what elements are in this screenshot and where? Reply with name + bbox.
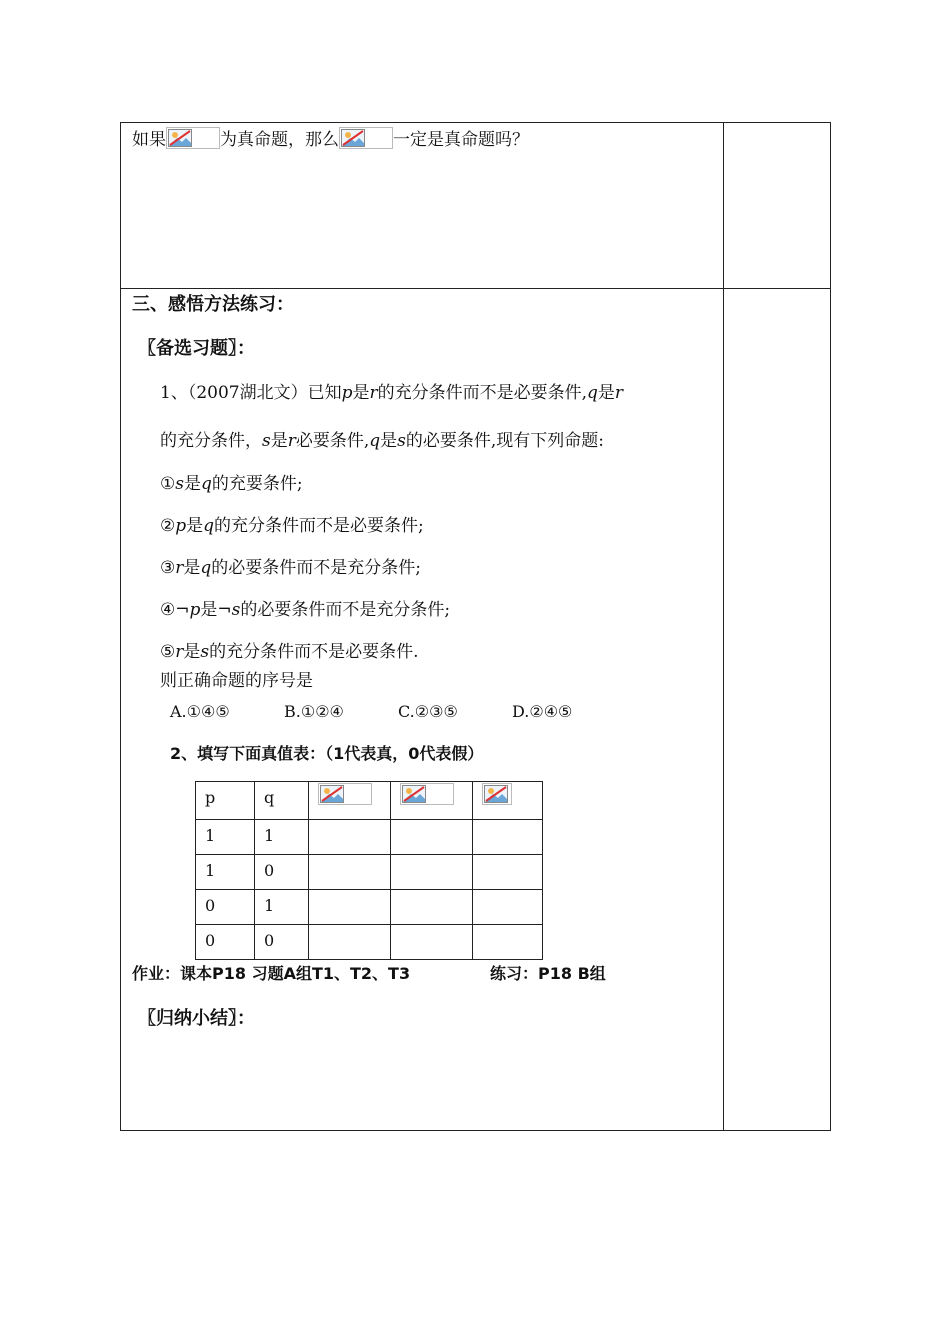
q1-text: 是 [380,431,398,451]
q1-text: 是 [352,383,370,403]
q1-text: 的必要条件,现有下列命题: [405,431,605,451]
item-var: q [200,474,212,494]
var-r: r [369,383,378,403]
answer-cell[interactable] [309,925,391,960]
var-q: q [369,431,381,451]
item-var: q [200,558,212,578]
cell-q: 1 [255,890,309,925]
cell-q: 0 [255,855,309,890]
var-s: s [397,431,406,451]
statement-item [160,642,419,662]
answer-cell[interactable] [391,925,473,960]
formula-header [309,782,391,820]
formula-header [391,782,473,820]
item-text: 的充要条件; [211,474,303,494]
q1-line1 [160,383,623,403]
option-c: C.②③⑤ [398,702,458,721]
statement-item [160,474,303,494]
table-row [196,782,543,820]
item-number: ③ [160,558,176,578]
item-var: p [175,516,187,536]
table-row [196,855,543,890]
header-q: q [255,782,309,820]
item-var: q [203,516,215,536]
q1-ask: 则正确命题的序号是 [160,671,313,691]
item-text: 是 [186,516,204,536]
item-var: r [175,558,184,578]
item-text: 是 [183,642,201,662]
answer-cell[interactable] [309,855,391,890]
sub-heading: 〖备选习题〗： [138,338,255,359]
broken-image-icon [400,783,454,805]
question-line [132,127,529,150]
q1-text: 必要条件, [295,431,370,451]
broken-image-icon [482,783,512,805]
option-a: A.①④⑤ [170,702,230,721]
item-number: ④ [160,600,176,620]
var-q: q [587,383,598,403]
table-row [196,820,543,855]
question-mid: 为真命题，那么 [220,130,339,150]
item-text: 是 [183,474,201,494]
var-s: s [262,431,271,451]
item-text: 的充分条件而不是必要条件; [214,516,424,536]
cell-q: 1 [255,820,309,855]
item-text: 的必要条件而不是充分条件; [240,600,451,620]
broken-image-icon [339,127,393,149]
section-heading: 三、感悟方法练习： [132,294,294,315]
broken-image-icon [318,783,372,805]
answer-cell[interactable] [391,820,473,855]
practice-line: 练习：P18 B组 [490,964,606,983]
cell-p: 0 [196,890,255,925]
q1-line1-text: 1、（2007湖北文）已知 [160,383,342,403]
q2-title: 2、填写下面真值表：（1代表真，0代表假） [170,744,484,763]
answer-cell[interactable] [473,820,543,855]
option-b: B.①②④ [284,702,344,721]
q1-line2 [160,431,604,451]
item-var: ¬s [217,600,241,620]
side-cell-bottom [723,288,831,1131]
q1-text: 是 [270,431,288,451]
item-number: ① [160,474,176,494]
truth-table [195,781,543,960]
answer-cell[interactable] [473,855,543,890]
table-row [196,890,543,925]
item-text: 的必要条件而不是充分条件; [211,558,422,578]
statement-item [160,600,450,620]
item-var: s [200,642,210,662]
item-number: ⑤ [160,642,176,662]
var-p: p [341,383,353,403]
item-var: ¬p [175,600,201,620]
answer-cell[interactable] [473,925,543,960]
q1-text: 是 [597,383,615,403]
answer-cell[interactable] [391,890,473,925]
item-var: s [175,474,184,494]
statement-item [160,516,424,536]
cell-q: 0 [255,925,309,960]
item-text: 的充分条件而不是必要条件. [209,642,419,662]
item-text: 是 [183,558,201,578]
homework-line: 作业：课本P18 习题A组T1、T2、T3 [132,964,411,983]
cell-p: 0 [196,925,255,960]
answer-cell[interactable] [309,890,391,925]
item-number: ② [160,516,176,536]
item-text: 是 [200,600,218,620]
table-row [196,925,543,960]
q1-text: 的充分条件， [160,431,262,451]
broken-image-icon [166,127,220,149]
cell-p: 1 [196,820,255,855]
cell-p: 1 [196,855,255,890]
answer-cell[interactable] [309,820,391,855]
question-suffix: 一定是真命题吗？ [393,130,529,150]
option-d: D.②④⑤ [512,702,573,721]
header-p: p [196,782,255,820]
summary-heading: 〖归纳小结〗： [138,1008,255,1029]
answer-cell[interactable] [391,855,473,890]
side-cell-top [723,122,831,289]
var-r: r [287,431,296,451]
q1-text: 的充分条件而不是必要条件, [377,383,588,403]
answer-cell[interactable] [473,890,543,925]
item-var: r [175,642,184,662]
formula-header [473,782,543,820]
var-r: r [614,383,624,403]
question-prefix: 如果 [132,130,166,150]
statement-item [160,558,421,578]
